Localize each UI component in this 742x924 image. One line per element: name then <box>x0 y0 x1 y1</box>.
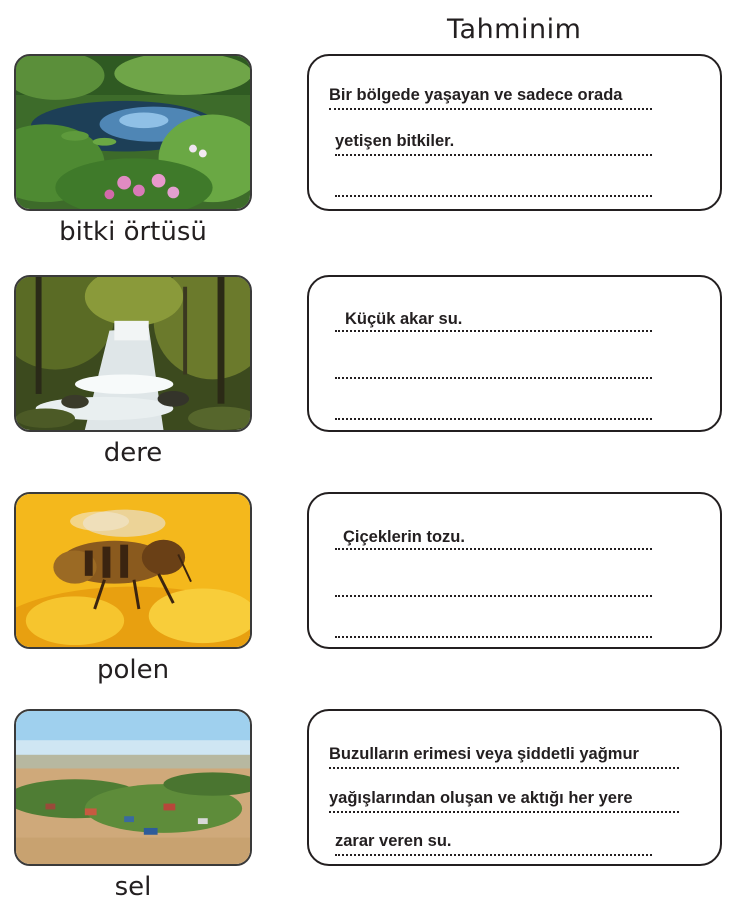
item-row-dere <box>0 275 742 490</box>
flooded-town-photo <box>14 709 252 866</box>
word-caption: sel <box>114 872 152 902</box>
garden-pond-photo <box>14 54 252 211</box>
guess-box <box>307 492 722 649</box>
guess-box <box>307 54 722 211</box>
word-caption: dere <box>103 438 163 468</box>
item-row-sel <box>0 709 742 924</box>
answer-line[interactable]: zarar veren su. <box>335 830 652 856</box>
guess-box <box>307 709 722 866</box>
item-row-polen <box>0 492 742 707</box>
guess-box <box>307 275 722 432</box>
answer-line[interactable] <box>335 353 652 379</box>
answer-line[interactable]: Buzulların erimesi veya şiddetli yağmur <box>329 743 679 769</box>
answer-line[interactable]: Küçük akar su. <box>335 308 652 332</box>
answer-line[interactable]: yağışlarından oluşan ve aktığı her yere <box>329 787 679 813</box>
answer-line[interactable]: Bir bölgede yaşayan ve sadece orada <box>329 84 652 110</box>
answer-line[interactable] <box>335 171 652 197</box>
word-caption: bitki örtüsü <box>59 217 207 247</box>
item-row-bitki-ortusu <box>0 54 742 269</box>
answer-line[interactable] <box>335 571 652 597</box>
answer-line[interactable] <box>335 394 652 420</box>
word-caption: polen <box>96 655 170 685</box>
answer-line[interactable]: Çiçeklerin tozu. <box>335 526 652 550</box>
forest-stream-photo <box>14 275 252 432</box>
page-title: Tahminim <box>447 14 582 45</box>
answer-line[interactable]: yetişen bitkiler. <box>335 130 652 156</box>
answer-line[interactable] <box>335 612 652 638</box>
bee-on-flower-photo <box>14 492 252 649</box>
